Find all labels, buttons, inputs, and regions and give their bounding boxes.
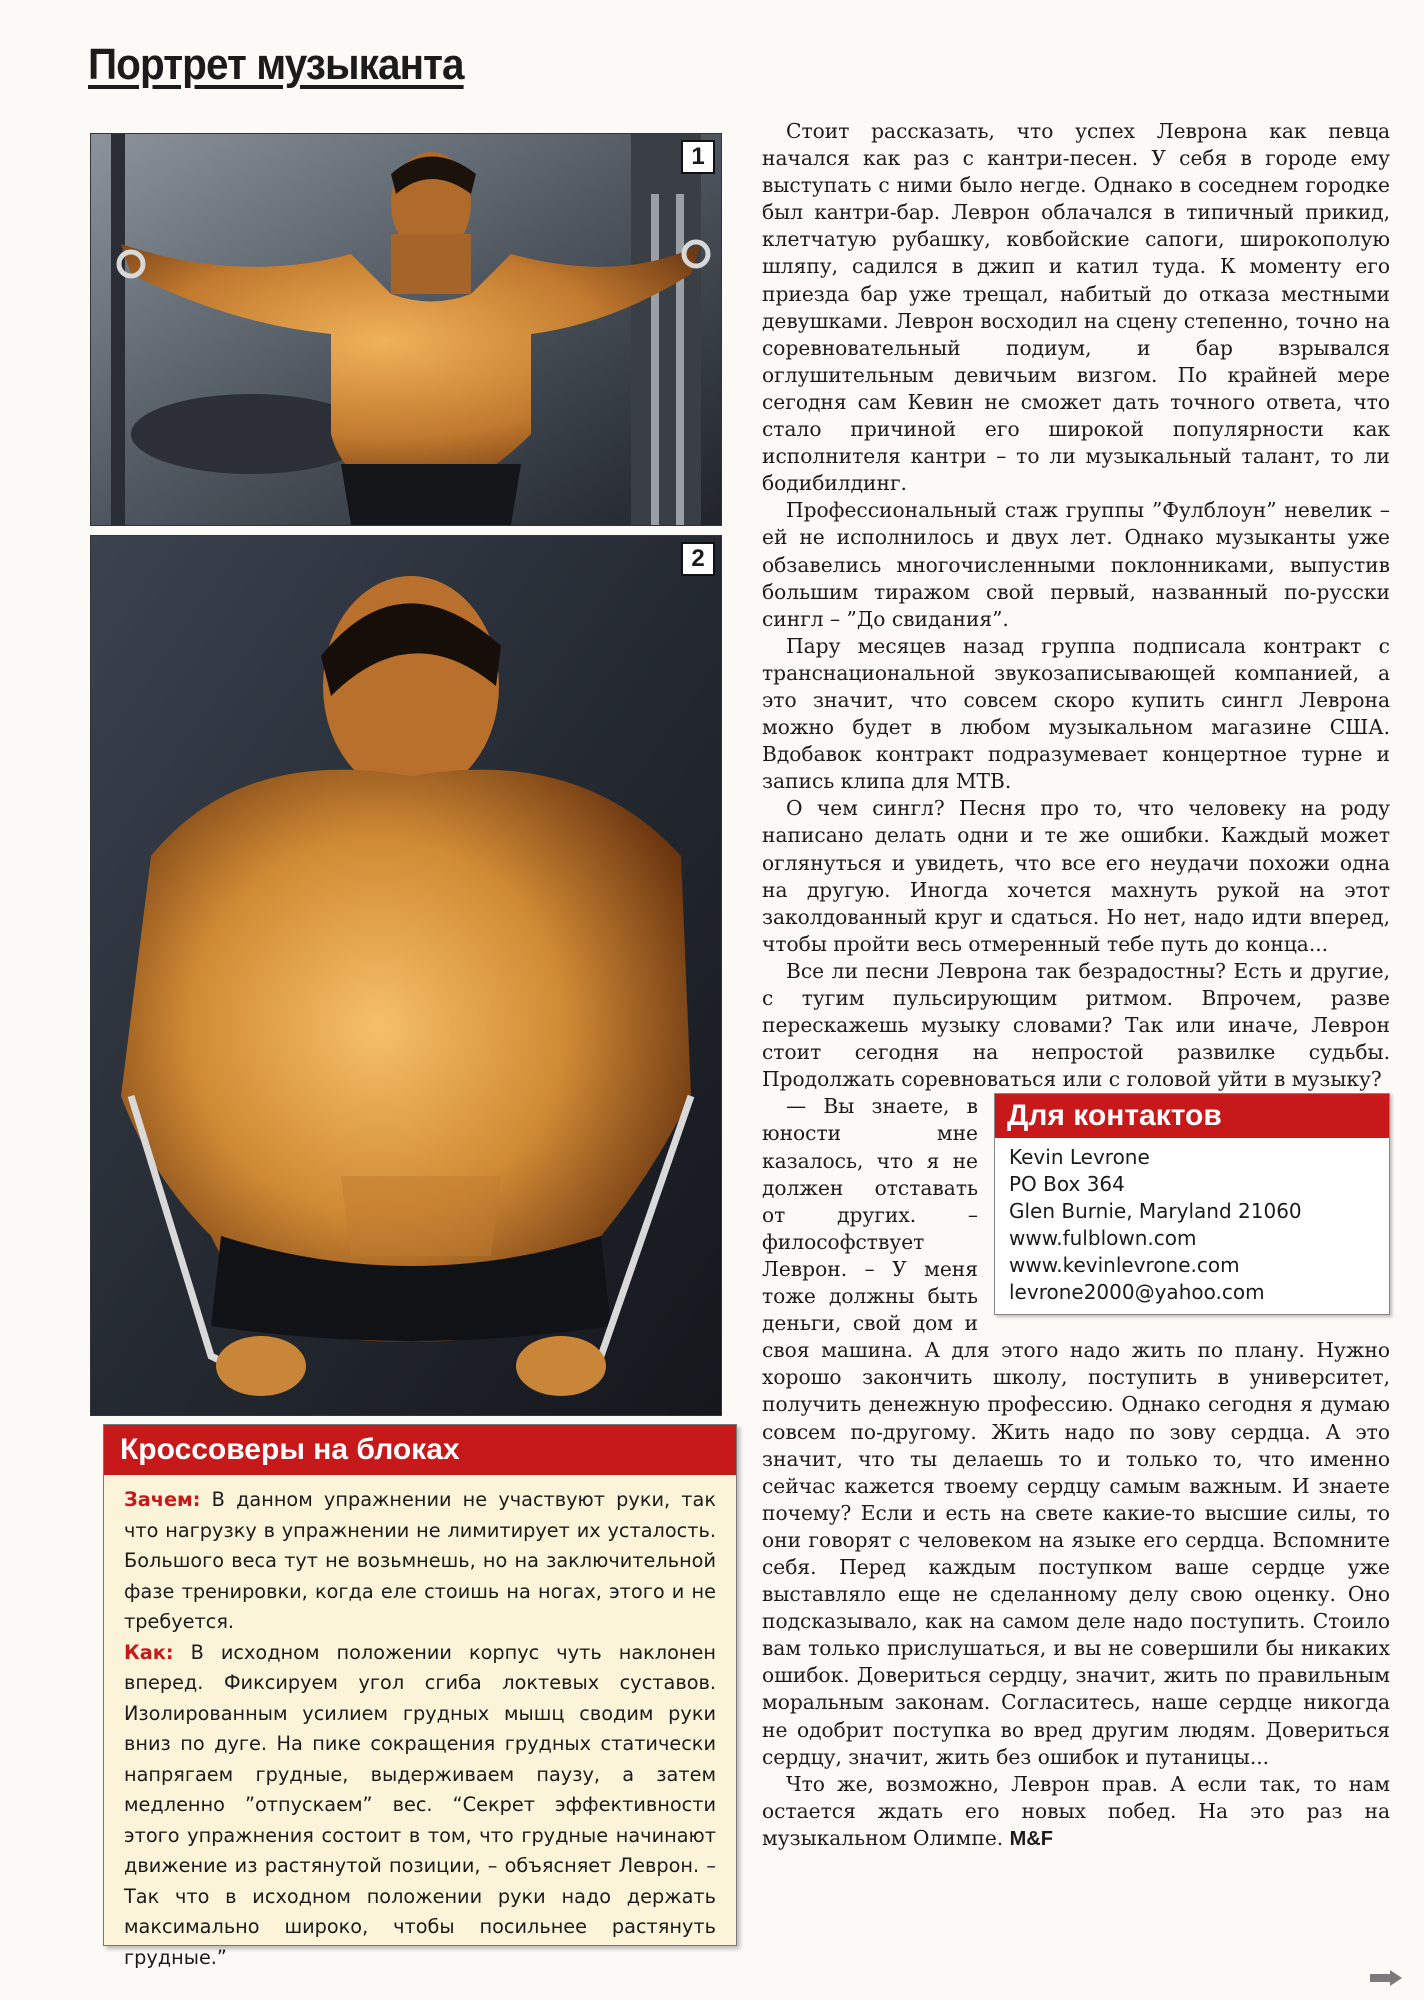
page-title: Портрет музыканта xyxy=(88,40,464,89)
why-text: В данном упражнении не участвуют руки, так что нагрузку в упражнении не лимитирует их усталость. Большого веса тут не возьмнешь, но на заключительной фазе тренировки, когда еле стоишь на ногах, этого и не требуется. xyxy=(124,1488,716,1633)
article-paragraph-final xyxy=(762,1771,1390,1853)
exercise-info-box xyxy=(103,1424,737,1969)
contact-po-box: PO Box 364 xyxy=(1009,1172,1125,1197)
why-label: Зачем: xyxy=(124,1488,201,1511)
contact-lines xyxy=(995,1138,1389,1314)
exercise-box-heading: Кроссоверы на блоках xyxy=(104,1425,736,1475)
article-paragraph: Профессиональный стаж группы ”Фулблоун” невелик – ей не исполнилось и двух лет. Однако музыканты уже обзавелись многочисленными поклонниками, выпустив большим тиражом свой первый, названный по-русски сингл – ”До свидания”. xyxy=(762,498,1390,631)
next-page-arrow-icon[interactable] xyxy=(1370,1970,1402,1986)
exercise-box-body xyxy=(104,1475,736,1973)
article-paragraph: — Вы знаете, в юности мне казалось, что я не должен отставать от других. – философствует Леврон. – У меня тоже должны быть деньги, свой дом и своя машина. А для этого надо жить по плану. Нужно хорошо закончить школу, поступить в университет, получить денежную профессию. Однако сегодня я думаю совсем по-другому. Жить надо по зову сердца. А это значит, что ты делаешь то и только то, что именно сейчас кажется твоему сердцу самым важным. И знаете почему? Если и есть на свете какие-то высшие силы, то они говорят с человеком на языке его сердца. Вспомните себя. Перед каждым поступком ваше сердце уже выставляло еще не сделанному делу свою оценку. Оно подсказывало, как на самом деле надо поступить. Стоило вам только прислушаться, и вы не совершили бы никаких ошибок. Довериться сердцу, значит, жить по правильным моральным законам. Согласитесь, наше сердце никогда не одобрит поступка во вред другим людям. Довериться сердцу, значит, жить без ошибок и путаницы... xyxy=(762,1094,1390,1769)
how-text: В исходном положении корпус чуть наклонен вперед. Фиксируем угол сгиба локтевых суставов. Изолированным усилием грудных мышц сводим руки вниз по дуге. На пике сокращения грудных статически напрягаем грудные, выдерживаем паузу, а затем медленно ”отпускаем” вес. “Секрет эффективности этого упражнения состоит в том, что грудные начинают движение из растянутой позиции, – объясняет Леврон. – Так что в исходном положении руки надо держать максимально широко, чтобы посильнее растянуть грудные.” xyxy=(124,1640,716,1969)
contact-email[interactable]: levrone2000@yahoo.com xyxy=(1009,1280,1265,1305)
article-paragraph: О чем сингл? Песня про то, что человеку на роду написано делать одни и те же ошибки. Каждый может оглянуться и увидеть, что все его неудачи похожи одна на другую. Иногда хочется махнуть рукой на этот заколдованный круг и сдаться. Но нет, надо идти вперед, чтобы пройти весь отмеренный тебе путь до конца... xyxy=(762,796,1390,956)
photo-number-1: 1 xyxy=(681,140,715,174)
article-paragraph: Пару месяцев назад группа подписала контракт с транснациональной звукозаписывающей компанией, а это значит, что совсем скоро купить сингл Леврона можно будет в любом музыкальном магазине США. Вдобавок контракт подразумевает концертное турне и запись клипа для МТВ. xyxy=(762,633,1390,794)
contact-heading: Для контактов xyxy=(995,1094,1389,1138)
contact-link-kevinlevrone[interactable]: www.kevinlevrone.com xyxy=(1009,1253,1240,1278)
contact-city: Glen Burnie, Maryland 21060 xyxy=(1009,1199,1302,1224)
photo-2 xyxy=(90,535,722,1416)
article-final-text: Что же, возможно, Леврон прав. А если так, то нам остается ждать его новых побед. На это раз на музыкальном Олимпе. xyxy=(762,1771,1390,1850)
how-label: Как: xyxy=(124,1640,174,1664)
article-column xyxy=(762,118,1390,1853)
article-paragraph: Стоит рассказать, что успех Леврона как певца начался как раз с кантри-песен. У себя в городе ему выступать с ними было негде. Однако в соседнем городке был кантри-бар. Леврон облачался в типичный прикид, клетчатую рубашку, ковбойские сапоги, широкополую шляпу, садился в джип и катил туда. К моменту его приезда бар уже трещал, набитый до отказа местными девушками. Леврон восходил на сцену степенно, точно на соревновательный подиум, и бар взрывался оглушительным девичьим визгом. По крайней мере сегодня сам Кевин не сможет дать точного ответа, что стало причиной его широкой популярности как исполнителя кантри – то ли музыкальный талант, то ли бодибилдинг. xyxy=(762,119,1390,496)
contact-link-fulblown[interactable]: www.fulblown.com xyxy=(1009,1226,1197,1251)
photo-1 xyxy=(90,133,722,526)
contact-name: Kevin Levrone xyxy=(1009,1145,1150,1170)
contact-box xyxy=(994,1093,1390,1315)
article-paragraph: Все ли песни Леврона так безрадостны? Есть и другие, с тугим пульсирующим ритмом. Впрочем, разве перескажешь музыку словами? Так или иначе, Леврон стоит сегодня на непростой развилке судьбы. Продолжать соревноваться или с головой уйти в музыку? xyxy=(762,958,1390,1092)
photo-number-2: 2 xyxy=(681,542,715,576)
bodybuilder-cable-photo-2 xyxy=(91,536,721,1415)
how-paragraph xyxy=(124,1638,716,1974)
magazine-signature: M&F xyxy=(1009,1827,1053,1850)
bodybuilder-cable-photo-1 xyxy=(91,134,721,525)
why-paragraph xyxy=(124,1485,716,1638)
